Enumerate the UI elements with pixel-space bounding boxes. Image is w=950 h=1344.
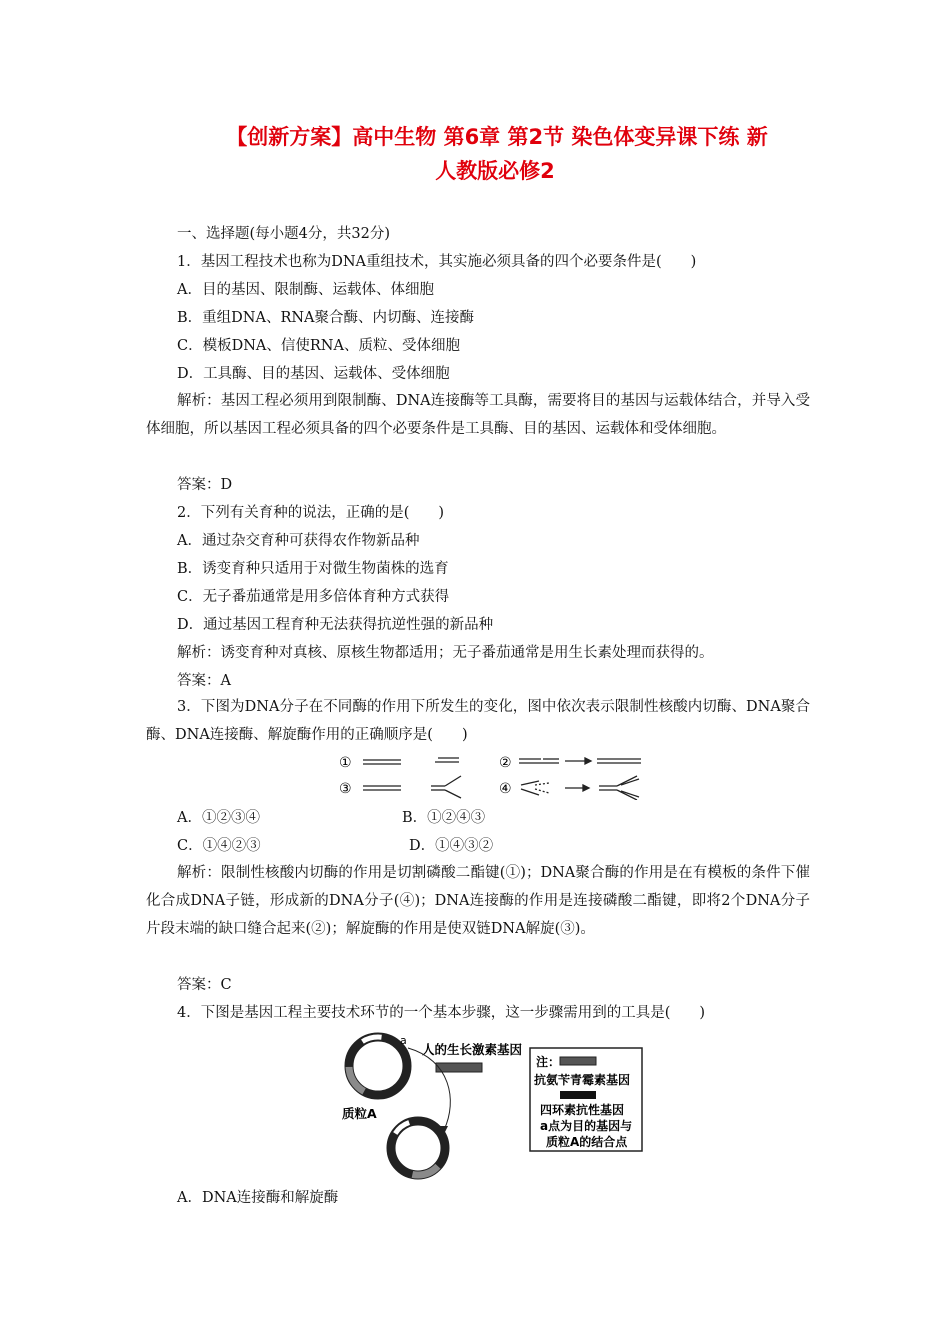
q4-stem: 4．下图是基因工程主要技术环节的一个基本步骤，这一步骤需用到的工具是( ) [177, 1005, 706, 1021]
section-heading: 一、选择题(每小题4分，共32分) [177, 226, 390, 242]
q2-analysis: 解析：诱变育种对真核、原核生物都适用；无子番茄通常是用生长素处理而获得的。 [177, 645, 714, 661]
q1-option-c: C．模板DNA、信使RNA、质粒、受体细胞 [177, 338, 460, 354]
legend-swatch-gene [560, 1057, 596, 1065]
document-title-line2: 人教版必修2 [435, 159, 555, 183]
fig-label-4: ④ [499, 781, 512, 797]
q3-option-c: C．①④②③ [177, 838, 261, 854]
q3-analysis: 解析：限制性核酸内切酶的作用是切割磷酸二酯键(①)；DNA聚合酶的作用是在有模板的条件下催化合成DNA子链，形成新的DNA分子(④)；DNA连接酶的作用是连接磷酸二酯键，即将2个DNA分子片段末端的缺口缝合起来(②)；解旋酶的作用是使双链DNA解旋(③)。 [146, 865, 810, 937]
q3-stem: 3．下图为DNA分子在不同酶的作用下所发生的变化，图中依次表示限制性核酸内切酶、DNA聚合酶、DNA连接酶、解旋酶作用的正确顺序是( ) [146, 699, 810, 743]
dna-enzyme-figure [335, 750, 655, 800]
legend-item-4: 质粒A的结合点 [546, 1135, 628, 1149]
q1-stem: 1．基因工程技术也称为DNA重组技术，其实施必须具备的四个必要条件是( ) [177, 254, 697, 270]
q1-option-d: D．工具酶、目的基因、运载体、受体细胞 [177, 366, 450, 382]
q1-answer: 答案：D [177, 477, 233, 493]
q2-option-c: C．无子番茄通常是用多倍体育种方式获得 [177, 589, 450, 605]
q2-option-a: A．通过杂交育种可获得农作物新品种 [177, 533, 420, 549]
legend-title: 注： [536, 1055, 561, 1069]
fig-label-1: ① [339, 755, 352, 771]
q3-answer: 答案：C [177, 977, 232, 993]
q2-option-d: D．通过基因工程育种无法获得抗逆性强的新品种 [177, 617, 494, 633]
q2-answer: 答案：A [177, 673, 231, 689]
legend-swatch-tet [560, 1091, 596, 1099]
q1-option-a: A．目的基因、限制酶、运载体、体细胞 [177, 282, 434, 298]
q1-analysis: 解析：基因工程必须用到限制酶、DNA连接酶等工具酶，需要将目的基因与运载体结合，并导入受体细胞，所以基因工程必须具备的四个必要条件是工具酶、目的基因、运载体和受体细胞。 [146, 393, 810, 437]
gene-bar [436, 1063, 482, 1072]
fig-label-3: ③ [339, 781, 352, 797]
q3-option-a: A．①②③④ [177, 810, 260, 826]
point-a-label: a [400, 1034, 407, 1047]
q2-stem: 2．下列有关育种的说法，正确的是( ) [177, 505, 445, 521]
legend-item-1: 抗氨苄青霉素基因 [534, 1073, 631, 1087]
q1-option-b: B．重组DNA、RNA聚合酶、内切酶、连接酶 [177, 310, 475, 326]
q4-option-a: A．DNA连接酶和解旋酶 [177, 1190, 339, 1206]
legend-item-2: 四环素抗性基因 [540, 1103, 625, 1117]
document-title-line1: 【创新方案】高中生物 第6章 第2节 染色体变异课下练 新 [226, 125, 768, 149]
q3-option-d: D．①④③② [409, 838, 494, 854]
plasmid-figure [340, 1030, 660, 1180]
legend-item-3: a点为目的基因与 [540, 1119, 633, 1133]
fig-label-2: ② [499, 755, 512, 771]
q2-option-b: B．诱变育种只适用于对微生物菌株的选育 [177, 561, 449, 577]
q3-option-b: B．①②④③ [402, 810, 486, 826]
plasmid-label: 质粒A [342, 1106, 377, 1121]
gene-label: 人的生长激素基因 [422, 1042, 523, 1057]
